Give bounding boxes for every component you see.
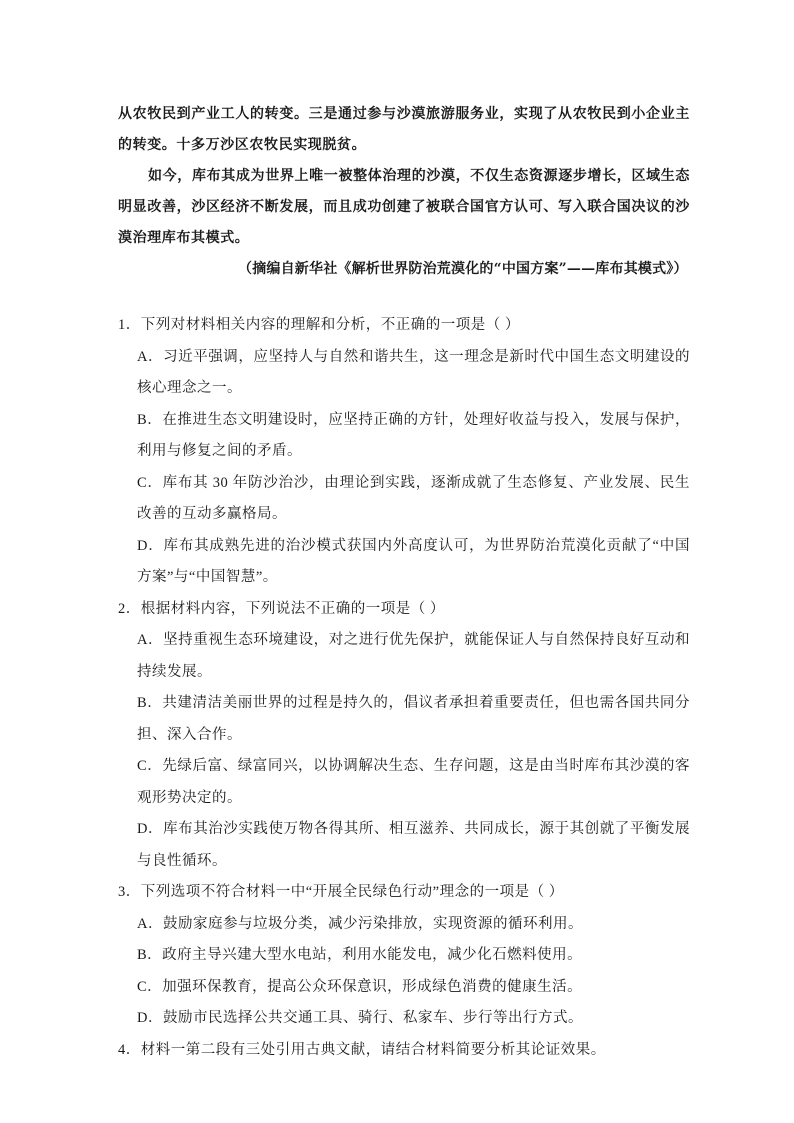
passage-text [118,99,690,254]
option-a: A．习近平强调，应坚持人与自然和谐共生，这一理念是新时代中国生态文明建设的核心理念之一。 [137,348,690,396]
question-stem: 4．材料一第二段有三处引用古典文献，请结合材料简要分析其论证效果。 [118,1041,606,1058]
option-b: B．政府主导兴建大型水电站，利用水能发电，减少化石燃料使用。 [137,947,583,963]
source-citation: （摘编自新华社《解析世界防治荒漠化的“中国方案”——库布其模式》） [238,261,688,277]
question-stem: 3．下列选项不符合材料一中“开展全民绿色行动”理念的一项是（ ） [118,884,564,900]
option-d: D．库布其治沙实践使万物各得其所、相互滋养、共同成长，源于其创就了平衡发展与良性循环。 [137,821,690,869]
option-b: B．共建清洁美丽世界的过程是持久的，倡议者承担着重要责任，但也需各国共同分担、深入合作。 [137,695,690,743]
option-c: C．先绿后富、绿富同兴，以协调解决生态、生存问题，这是由当时库布其沙漠的客观形势决定的。 [137,758,690,806]
option-d: D．鼓励市民选择公共交通工具、骑行、私家车、步行等出行方式。 [137,1010,583,1026]
option-a: A．坚持重视生态环境建设，对之进行优先保护，就能保证人与自然保持良好互动和持续发展。 [137,632,690,680]
question-stem: 2．根据材料内容，下列说法不正确的一项是（ ） [118,600,445,617]
question-4 [118,1035,690,1067]
option-b: B．在推进生态文明建设时，应坚持正确的方针，处理好收益与投入，发展与保护，利用与修复之间的矛盾。 [137,411,690,459]
option-d: D．库布其成熟先进的治沙模式获国内外高度认可，为世界防治荒漠化贡献了“中国方案”与“中国智慧”。 [137,537,690,585]
question-1 [118,310,690,594]
passage-paragraph-2: 如今，库布其成为世界上唯一被整体治理的沙漠，不仅生态资源逐步增长，区域生态明显改善，沙区经济不断发展，而且成功创建了被联合国官方认可、写入联合国决议的沙漠治理库布其模式。 [118,168,690,246]
question-list [118,310,690,1066]
question-stem: 1．下列对材料相关内容的理解和分析，不正确的一项是（ ） [118,317,520,333]
option-c: C．加强环保教育，提高公众环保意识，形成绿色消费的健康生活。 [137,978,583,995]
question-2 [118,594,690,878]
passage-paragraph-1: 从农牧民到产业工人的转变。三是通过参与沙漠旅游服务业，实现了从农牧民到小企业主的转变。十多万沙区农牧民实现脱贫。 [118,106,690,153]
option-c: C．库布其 30 年防沙治沙，由理论到实践，逐渐成就了生态修复、产业发展、民生改善的互动多赢格局。 [137,474,690,522]
option-a: A．鼓励家庭参与垃圾分类，减少污染排放，实现资源的循环利用。 [137,915,583,932]
question-3 [118,877,690,1035]
